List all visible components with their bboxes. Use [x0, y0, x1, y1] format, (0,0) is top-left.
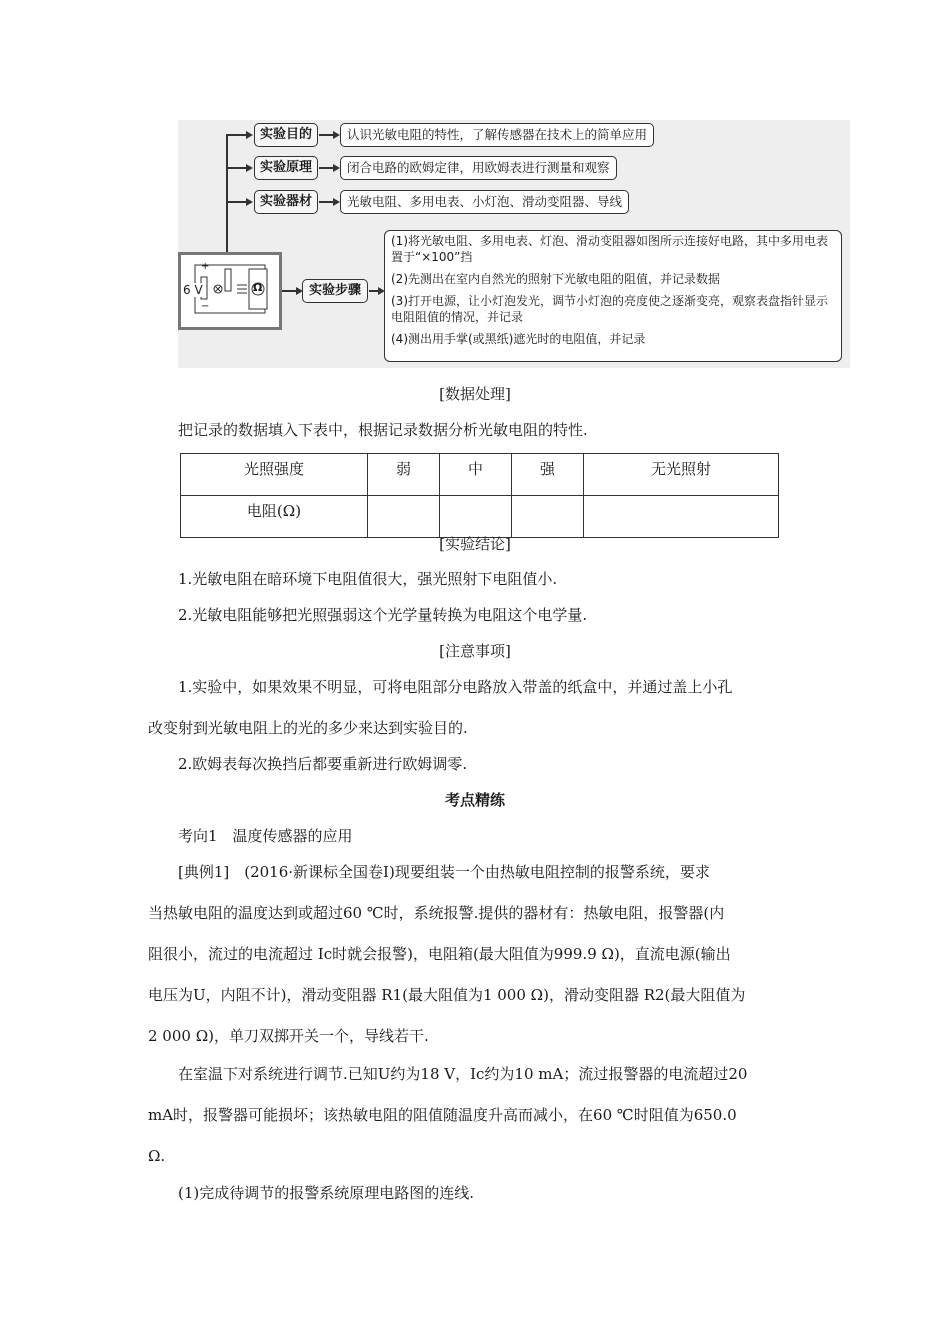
step-2: (2)先测出在室内自然光的照射下光敏电阻的阻值，并记录数据	[391, 272, 721, 286]
equipment-box: 光敏电阻、多用电表、小灯泡、滑动变阻器、导线	[340, 190, 629, 214]
voltage-label: 6 V	[183, 283, 203, 297]
table-header-cell: 强	[512, 454, 584, 496]
table-cell	[512, 496, 584, 538]
condition-line-2: mA时，报警器可能损坏；该热敏电阻的阻值随温度升高而减小，在60 ℃时阻值为650.0	[148, 1106, 737, 1124]
label-purpose: 实验目的	[254, 123, 318, 147]
label-steps: 实验步骤	[302, 279, 368, 303]
table-cell	[440, 496, 512, 538]
condition-line-1: 在室温下对系统进行调节.已知U约为18 V，Ic约为10 mA；流过报警器的电流超过20	[178, 1065, 748, 1083]
note-2: 2.欧姆表每次换挡后都要重新进行欧姆调零.	[178, 755, 468, 773]
table-header-cell: 弱	[368, 454, 440, 496]
ohm-symbol: Ω	[253, 281, 263, 294]
table-row-label: 电阻(Ω)	[181, 496, 368, 538]
purpose-box: 认识光敏电阻的特性，了解传感器在技术上的简单应用	[340, 123, 654, 147]
minus-sign: −	[201, 301, 210, 312]
example-line-5: 2 000 Ω)，单刀双掷开关一个，导线若干.	[148, 1027, 429, 1045]
direction-heading: 考向1 温度传感器的应用	[178, 827, 353, 845]
conclusion-2: 2.光敏电阻能够把光照强弱这个光学量转换为电阻这个电学量.	[178, 606, 588, 624]
data-processing-text: 把记录的数据填入下表中，根据记录数据分析光敏电阻的特性.	[178, 421, 588, 439]
table-header-cell: 无光照射	[584, 454, 779, 496]
step-3: (3)打开电源，让小灯泡发光，调节小灯泡的亮度使之逐渐变亮，观察表盘指针显示电阻阻值的情况，并记录	[391, 294, 829, 324]
table-cell	[584, 496, 779, 538]
light-resistance-table	[180, 453, 779, 538]
step-4: (4)测出用手掌(或黑纸)遮光时的电阻值，并记录	[391, 332, 646, 346]
label-principle: 实验原理	[254, 156, 318, 180]
data-processing-heading: [数据处理]	[439, 385, 511, 403]
table-row	[181, 496, 779, 538]
example-line-1: [典例1] (2016·新课标全国卷Ⅰ)现要组装一个由热敏电阻控制的报警系统，要求	[178, 863, 710, 881]
label-equipment: 实验器材	[254, 190, 318, 214]
conclusion-1: 1.光敏电阻在暗环境下电阻值很大，强光照射下电阻值小.	[178, 570, 558, 588]
table-cell	[368, 496, 440, 538]
steps-box	[384, 230, 842, 362]
table-row	[181, 454, 779, 496]
notes-heading: [注意事项]	[439, 642, 511, 660]
table-header-cell: 光照强度	[181, 454, 368, 496]
note-1-line-1: 1.实验中，如果效果不明显，可将电阻部分电路放入带盖的纸盒中，并通过盖上小孔	[178, 678, 733, 696]
principle-box: 闭合电路的欧姆定律，用欧姆表进行测量和观察	[340, 156, 617, 180]
circuit-diagram	[178, 252, 282, 330]
table-header-cell: 中	[440, 454, 512, 496]
example-line-2: 当热敏电阻的温度达到或超过60 ℃时，系统报警.提供的器材有：热敏电阻，报警器(内	[148, 904, 725, 922]
exam-practice-title: 考点精练	[444, 791, 505, 809]
conclusion-heading: [实验结论]	[439, 535, 511, 553]
question-1: (1)完成待调节的报警系统原理电路图的连线.	[178, 1184, 475, 1202]
experiment-diagram	[178, 120, 850, 368]
condition-line-3: Ω.	[148, 1147, 166, 1165]
step-1: (1)将光敏电阻、多用电表、灯泡、滑动变阻器如图所示连接好电路，其中多用电表置于“×100”挡	[391, 234, 829, 264]
plus-sign: +	[201, 261, 210, 272]
example-line-4: 电压为U，内阻不计)，滑动变阻器 R1(最大阻值为1 000 Ω)，滑动变阻器 R2(最大阻值为	[148, 986, 746, 1004]
example-line-3: 阻很小，流过的电流超过 Ic时就会报警)，电阻箱(最大阻值为999.9 Ω)，直流电源(输出	[148, 945, 731, 963]
note-1-line-2: 改变射到光敏电阻上的光的多少来达到实验目的.	[148, 719, 468, 737]
